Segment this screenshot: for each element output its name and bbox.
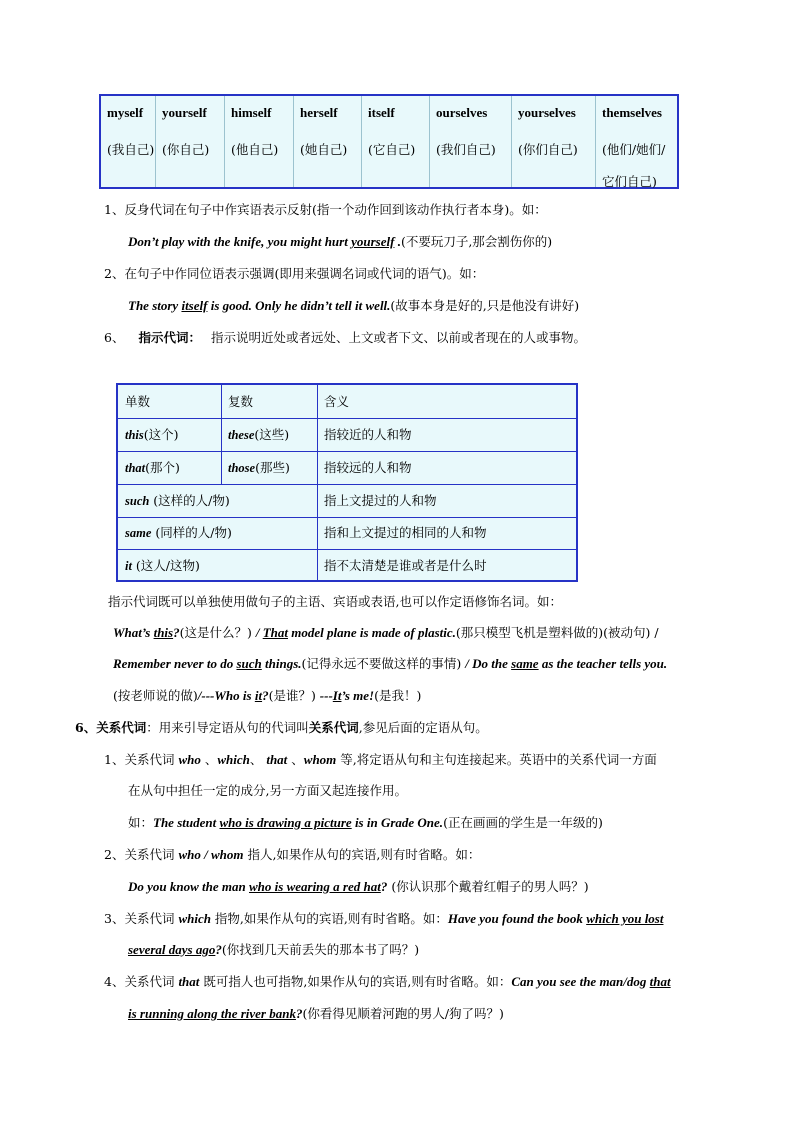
example-text: What’s	[113, 625, 154, 640]
rule-text: 指物,如果作从句的宾语,则有时省略。如：	[210, 911, 448, 926]
relative-example-2	[128, 879, 589, 895]
example-text: The story	[128, 298, 182, 313]
pronoun-meaning-line1: (他们/她们/	[602, 142, 666, 157]
example-translation: (正在画画的学生是一年级的)	[443, 815, 603, 830]
table-column	[225, 96, 294, 187]
example-translation: (记得永远不要做这样的事情)	[301, 656, 466, 671]
table-column	[512, 96, 596, 187]
example-text: The student	[153, 815, 220, 830]
cell-gloss: (那个)	[145, 460, 180, 475]
column-divider	[317, 385, 318, 580]
cell-gloss: (这人/这物)	[131, 558, 200, 573]
rule-1: 1、反身代词在句子中作宾语表示反射(指一个动作回到该动作执行者本身)。如：	[104, 202, 547, 217]
cell-word: same	[125, 526, 152, 540]
pronoun-meaning: (你自己)	[162, 142, 210, 157]
cell-word-merged	[118, 558, 200, 574]
example-1	[128, 234, 552, 250]
header-singular: 单数	[125, 394, 151, 409]
pronoun-word: that	[178, 974, 200, 989]
example-text: is good. Only he didn’t tell it well.	[207, 298, 391, 313]
section-description: ：用来引导定语从句的代词叫	[146, 720, 309, 735]
row-divider	[118, 418, 576, 419]
example-text: is in Grade One.	[351, 815, 444, 830]
example-text: model plane is made of plastic.	[288, 625, 456, 640]
section-number: 6、	[104, 330, 125, 345]
cell-word: that	[125, 461, 146, 475]
rule-text: 、	[200, 752, 218, 767]
pronoun-meaning: (它自己)	[368, 142, 416, 157]
section-relative-heading	[75, 720, 488, 736]
pronoun-word: himself	[231, 105, 272, 120]
example-translation: (故事本身是好的,只是他没有讲好)	[390, 298, 580, 313]
pronoun-word: yourself	[162, 105, 207, 120]
section-description: 指示说明近处或者远处、上文或者下文、以前或者现在的人或事物。	[210, 330, 586, 345]
section-title: 指示代词：	[138, 330, 201, 345]
cell-plural	[221, 427, 289, 443]
relative-example-4-cont	[128, 1006, 504, 1022]
header-plural: 复数	[228, 394, 254, 409]
pronoun-word: ourselves	[436, 105, 488, 120]
example-underline: It	[332, 688, 342, 703]
pronoun-word: whom	[303, 752, 337, 767]
cell-word-merged	[118, 525, 232, 541]
pronoun-word: herself	[300, 105, 338, 120]
cell-gloss: (同样的人/物)	[151, 525, 232, 540]
example-text: ---	[319, 688, 333, 703]
example-translation: (那只模型飞机是塑料做的)(被动句) /	[455, 625, 659, 640]
example-text: as the teacher tells you.	[538, 656, 668, 671]
pronoun-meaning: (你们自己)	[518, 142, 578, 157]
example-translation: (你找到几天前丢失的那本书了吗？)	[221, 942, 420, 957]
pronoun-word: myself	[107, 105, 144, 120]
cell-meaning: 指较远的人和物	[324, 460, 412, 475]
example-text: Have you found the book	[447, 911, 587, 926]
cell-meaning: 指和上文提过的相同的人和物	[324, 525, 487, 540]
pronoun-meaning: (他自己)	[231, 142, 279, 157]
example-translation: (不要玩刀子,那会割伤你的)	[400, 234, 553, 249]
example-text: Do you know the man	[128, 879, 249, 894]
demonstrative-example-line-1	[113, 625, 659, 641]
example-text: .	[394, 234, 401, 249]
pronoun-word: who / whom	[178, 847, 244, 862]
cell-gloss: (这个)	[143, 427, 179, 442]
cell-word-merged	[118, 493, 230, 509]
example-2	[128, 298, 579, 314]
table-column	[430, 96, 512, 187]
demonstrative-intro: 指示代词既可以单独使用做句子的主语、宾语或表语,也可以作定语修饰名词。如：	[108, 594, 562, 609]
table-column	[294, 96, 362, 187]
cell-word: such	[125, 494, 150, 508]
pronoun-word: yourselves	[518, 105, 576, 120]
header-meaning: 含义	[324, 394, 350, 409]
example-underline: who is drawing a picture	[219, 815, 352, 830]
table-column	[596, 96, 677, 187]
pronoun-meaning: (我自己)	[107, 142, 155, 157]
example-underline: same	[511, 656, 539, 671]
demonstrative-example-line-3	[113, 688, 421, 704]
relative-rule-3	[104, 911, 663, 927]
pronoun-word: which	[178, 911, 211, 926]
rule-text: 既可指人也可指物,如果作从句的宾语,则有时省略。如：	[199, 974, 512, 989]
relative-rule-1	[104, 752, 657, 768]
example-text: / Do the	[465, 656, 512, 671]
example-text: Can you see the man/dog	[511, 974, 650, 989]
pronoun-meaning	[602, 134, 665, 198]
example-text: ?	[262, 688, 269, 703]
section-number: 6、	[75, 720, 97, 735]
example-underline: That	[262, 625, 288, 640]
example-underline: such	[236, 656, 262, 671]
rule-text: 、	[287, 752, 304, 767]
section-term: 关系代词	[308, 720, 359, 735]
relative-rule-4	[104, 974, 671, 990]
cell-gloss: (那些)	[255, 460, 290, 475]
example-underline: several days ago	[128, 942, 216, 957]
example-translation: (是谁？)	[268, 688, 320, 703]
row-divider	[118, 517, 576, 518]
rule-text: 、	[249, 752, 267, 767]
rule-text: 1、关系代词	[104, 752, 179, 767]
rule-text: 等,将定语从句和主句连接起来。英语中的关系代词一方面	[336, 752, 657, 767]
section-description: ,参见后面的定语从句。	[358, 720, 488, 735]
example-translation: (按老师说的做)	[113, 688, 198, 703]
row-divider	[118, 484, 576, 485]
example-text: ?	[295, 1006, 303, 1021]
cell-singular	[118, 427, 179, 443]
example-text: /	[255, 625, 263, 640]
section-title: 关系代词	[96, 720, 147, 735]
example-underline: itself	[181, 298, 208, 313]
example-text: ’s me!	[341, 688, 375, 703]
relative-rule-1-cont: 在从句中担任一定的成分,另一方面又起连接作用。	[128, 783, 407, 798]
relative-rule-2	[104, 847, 480, 863]
example-text: Remember never to do	[113, 656, 237, 671]
cell-singular	[118, 460, 180, 476]
relative-example-1	[128, 815, 603, 831]
rule-text: 指人,如果作从句的宾语,则有时省略。如：	[243, 847, 481, 862]
rule-text: 3、关系代词	[104, 911, 179, 926]
pronoun-meaning: (她自己)	[300, 142, 348, 157]
example-underline: this	[153, 625, 174, 640]
example-underline: yourself	[351, 234, 395, 249]
example-text: /---Who is	[197, 688, 255, 703]
cell-meaning: 指不太清楚是谁或者是什么时	[324, 558, 487, 573]
example-translation: (是我！)	[374, 688, 422, 703]
cell-gloss: (这样的人/物)	[149, 493, 230, 508]
pronoun-meaning: (我们自己)	[436, 142, 496, 157]
pronoun-meaning-line2: 它们自己)	[602, 174, 657, 189]
table-column	[101, 96, 156, 187]
table-column	[156, 96, 225, 187]
reflexive-pronoun-table	[99, 94, 679, 189]
relative-example-3-cont	[128, 942, 419, 958]
pronoun-word: that	[266, 752, 288, 767]
cell-word: this	[125, 428, 144, 442]
cell-word: these	[228, 428, 255, 442]
example-translation: (你看得见顺着河跑的男人/狗了吗？)	[302, 1006, 504, 1021]
cell-word: those	[228, 461, 256, 475]
example-underline: is running along the river bank	[128, 1006, 296, 1021]
cell-gloss: (这些)	[254, 427, 290, 442]
example-text: ?	[380, 879, 388, 894]
pronoun-word: which	[217, 752, 250, 767]
example-text: ?	[215, 942, 222, 957]
rule-text: 2、关系代词	[104, 847, 179, 862]
example-underline: who is wearing a red hat	[249, 879, 381, 894]
demonstrative-pronoun-table	[116, 383, 578, 582]
cell-meaning: 指上文提过的人和物	[324, 493, 437, 508]
cell-word: it	[125, 559, 132, 573]
pronoun-word: themselves	[602, 105, 662, 120]
row-divider	[118, 451, 576, 452]
pronoun-word: itself	[368, 105, 395, 120]
rule-2: 2、在句子中作同位语表示强调(即用来强调名词或代词的语气)。如：	[104, 266, 485, 281]
example-text: things.	[261, 656, 302, 671]
example-underline: which you lost	[586, 911, 664, 926]
demonstrative-example-line-2	[113, 656, 667, 672]
cell-plural	[221, 460, 290, 476]
example-translation: (你认识那个戴着红帽子的男人吗？)	[387, 879, 589, 894]
example-underline: it	[254, 688, 263, 703]
example-text: ?	[173, 625, 180, 640]
example-translation: (这是什么？)	[179, 625, 256, 640]
example-text: Don’t play with the knife, you might hurt	[128, 234, 352, 249]
cell-meaning: 指较近的人和物	[324, 427, 412, 442]
table-column	[362, 96, 430, 187]
example-underline: that	[649, 974, 671, 989]
example-prefix: 如：	[128, 815, 154, 830]
row-divider	[118, 549, 576, 550]
pronoun-word: who	[178, 752, 201, 767]
rule-text: 4、关系代词	[104, 974, 179, 989]
section-demonstrative-heading	[104, 330, 586, 346]
